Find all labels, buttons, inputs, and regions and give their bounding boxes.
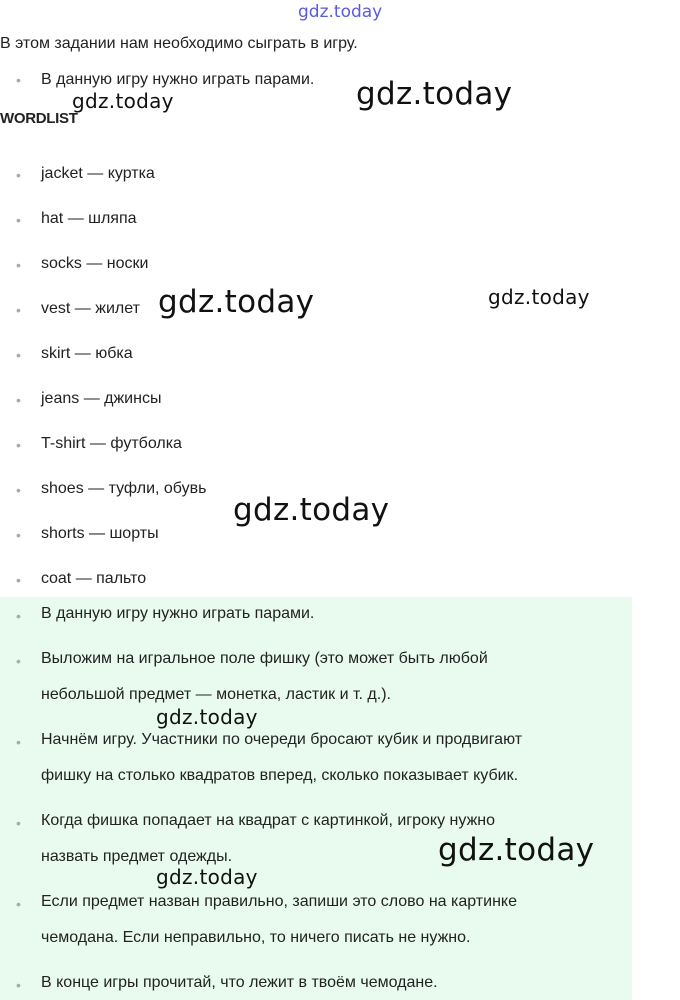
watermark: gdz.today [488,285,590,309]
intro-text: В этом задании нам необходимо сыграть в игру. [0,35,358,52]
bullet-icon: • [16,608,21,624]
bullet-icon: • [16,527,21,543]
watermark: gdz.today [356,76,513,112]
bullet-icon: • [16,896,21,912]
bullet-icon: • [16,482,21,498]
bullet-icon: • [16,392,21,408]
top-watermark: gdz.today [298,2,383,22]
bullet-icon: • [16,167,21,183]
watermark: gdz.today [233,492,390,528]
bullet-icon: • [16,572,21,588]
bullet-icon: • [16,72,21,88]
watermark: gdz.today [72,89,174,113]
bullet-icon: • [16,437,21,453]
bullet-icon: • [16,347,21,363]
bullet-icon: • [16,653,21,669]
bullet-icon: • [16,257,21,273]
watermark: gdz.today [158,284,315,320]
watermark: gdz.today [438,832,595,868]
bullet-icon: • [16,302,21,318]
watermark: gdz.today [156,865,258,889]
bullet-icon: • [16,815,21,831]
bullet-icon: • [16,734,21,750]
bullet-icon: • [16,212,21,228]
watermark: gdz.today [156,705,258,729]
bullet-icon: • [16,977,21,993]
wordlist-heading: WORDLIST [0,110,78,127]
